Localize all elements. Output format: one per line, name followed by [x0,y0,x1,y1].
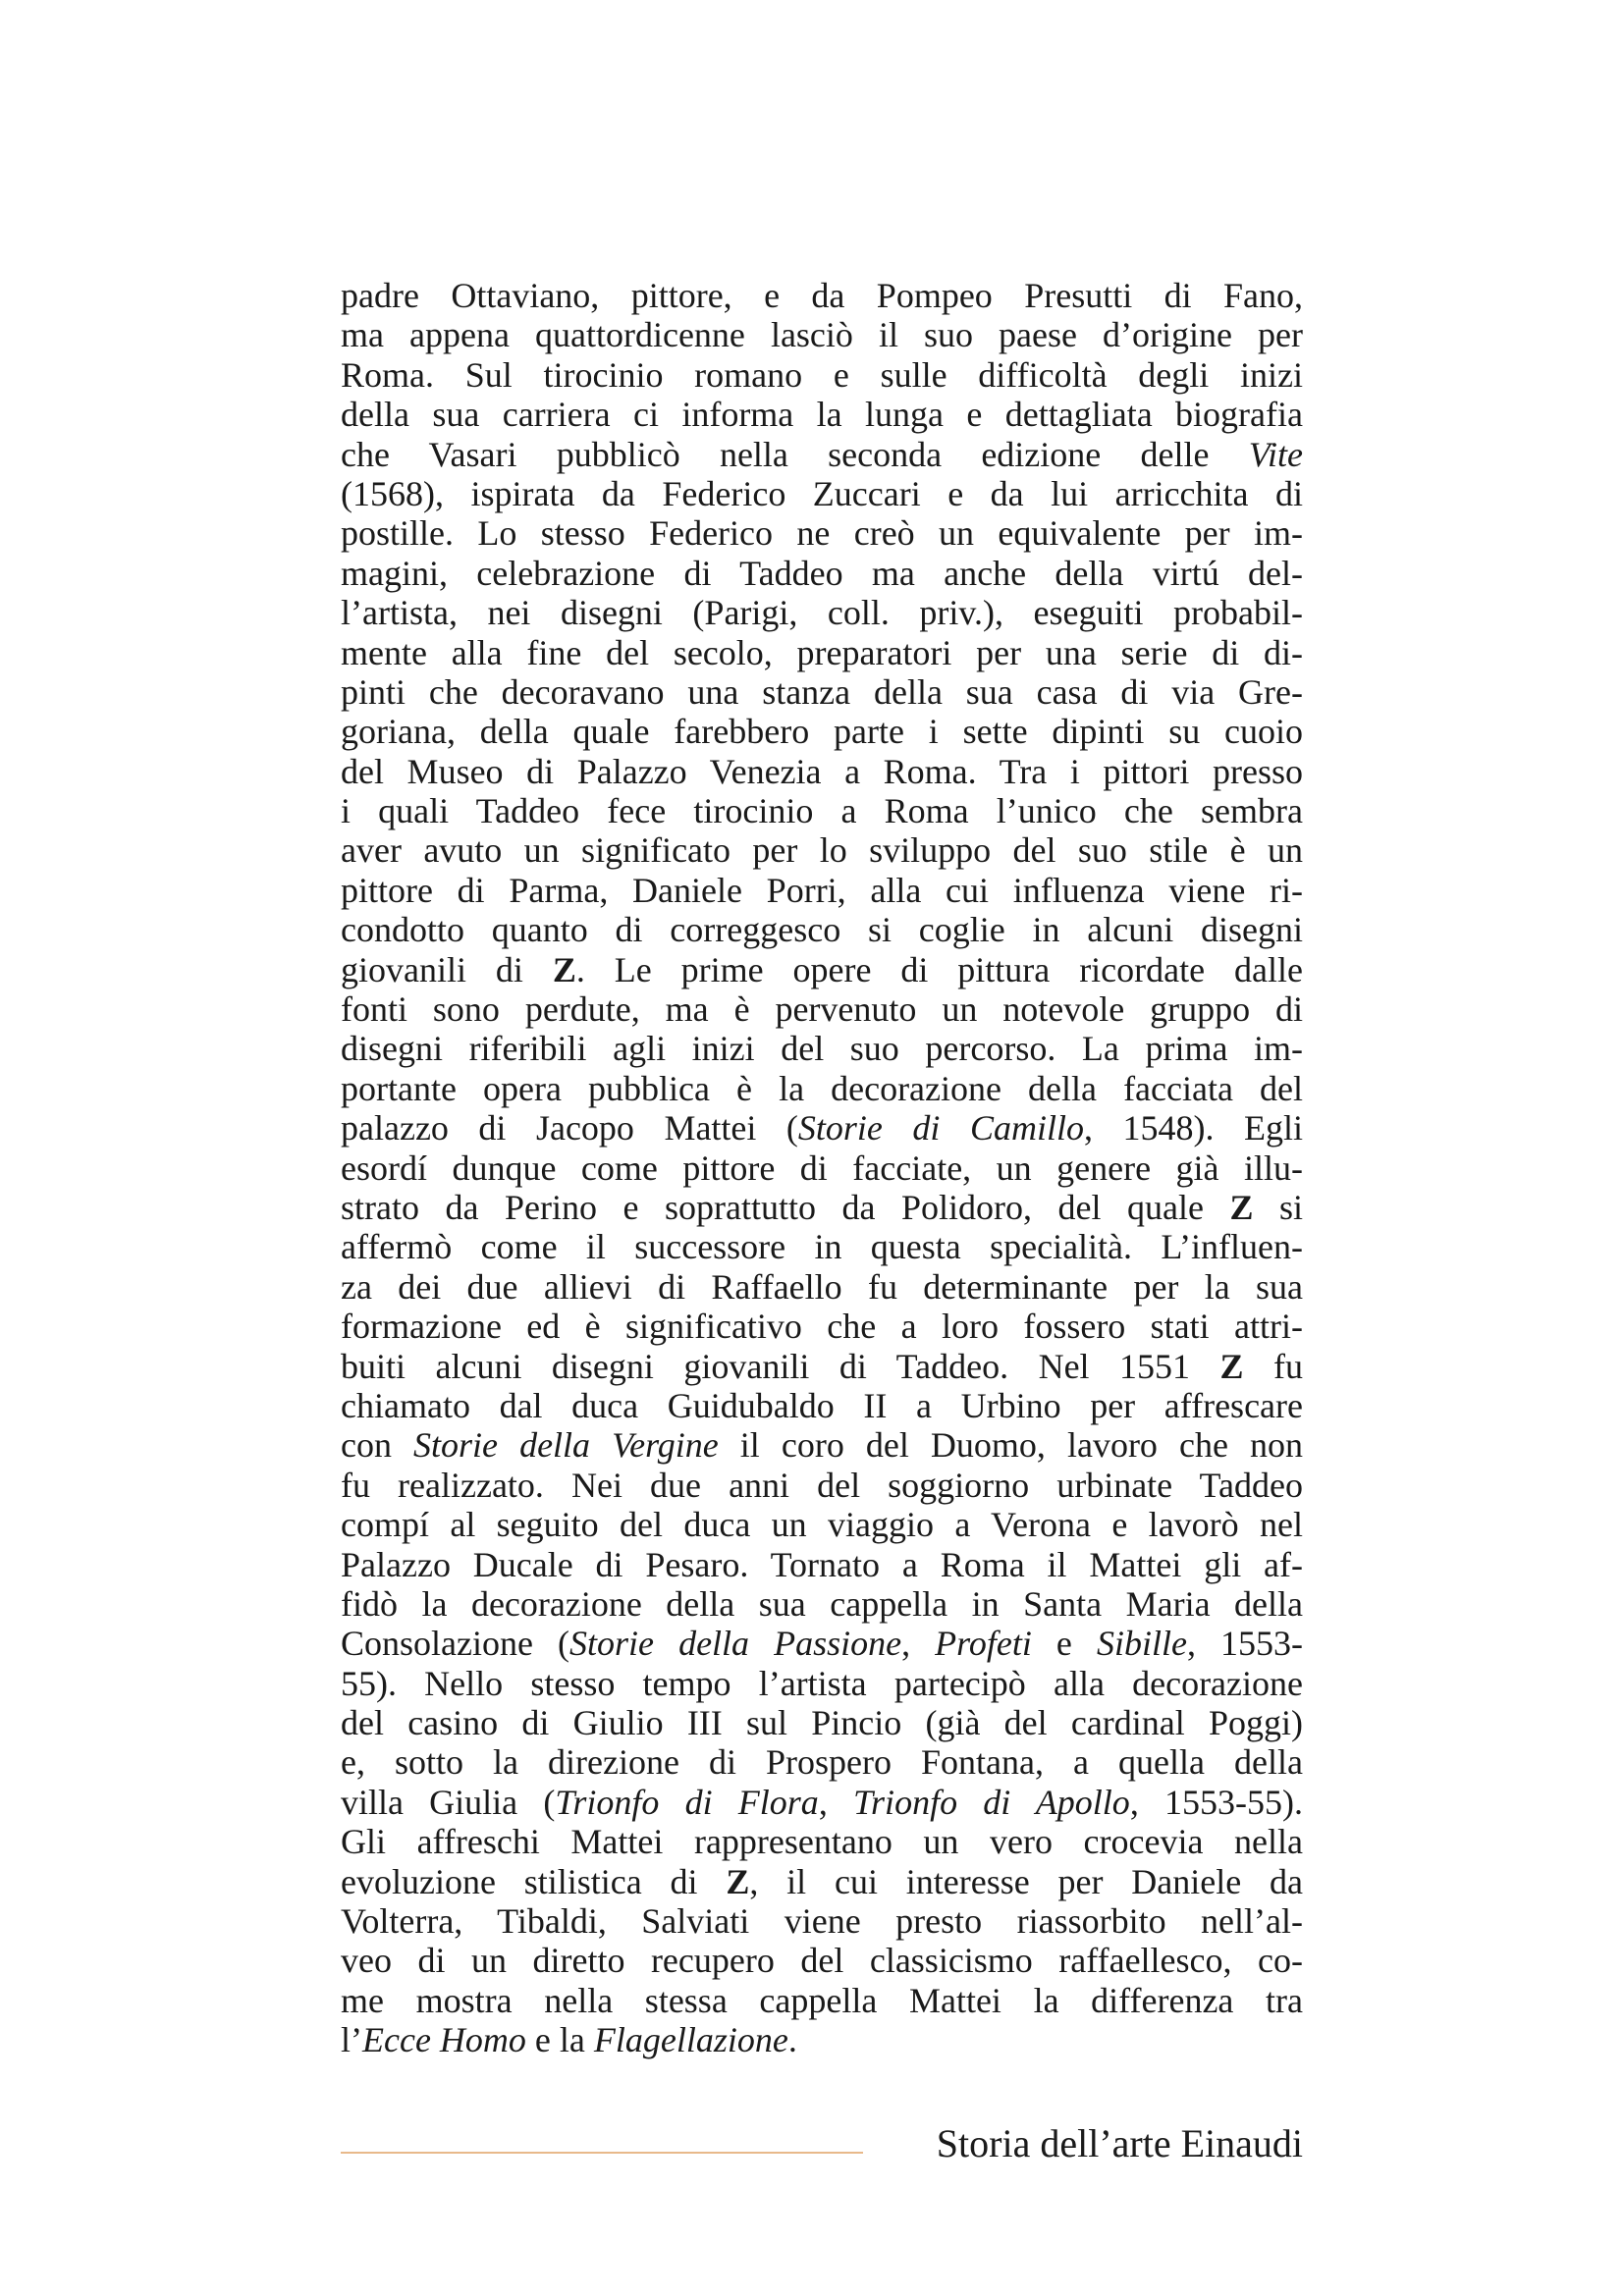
text-line [341,1822,1303,1861]
text-run: palazzo di Jacopo Mattei ( [341,1108,798,1148]
text-run: il coro del Duomo, lavoro che non [718,1425,1303,1466]
text-line [341,1108,1303,1148]
text-run: fonti sono perdute, ma è pervenuto un notevole gruppo di [341,989,1303,1030]
italic-title: Sibille [1096,1624,1187,1664]
text-run: e [1031,1624,1097,1664]
italic-title: Storie della Vergine [413,1425,719,1466]
text-run: . [787,2020,797,2060]
text-run: mente alla fine del secolo, preparatori per una serie di di- [341,632,1303,672]
text-line [341,1901,1303,1941]
text-line [341,474,1303,513]
text-run: Palazzo Ducale di Pesaro. Tornato a Roma il Mattei gli af- [341,1544,1303,1584]
text-run: giovanili di [341,949,553,989]
text-run: padre Ottaviano, pittore, e da Pompeo Presutti di Fano, [341,276,1303,315]
text-line [341,633,1303,672]
footer-title: Storia dell’arte Einaudi [936,2121,1303,2165]
text-line [341,989,1303,1029]
text-line [341,910,1303,949]
text-run: fu [1243,1346,1303,1386]
text-line [341,513,1303,553]
italic-title: Flagellazione [593,2020,788,2060]
text-run: evoluzione stilistica di [341,1861,727,1901]
text-run: postille. Lo stesso Federico ne creò un equivalente per im- [341,513,1303,554]
text-run: za dei due allievi di Raffaello fu determinante per la sua [341,1266,1303,1307]
text-line [341,1624,1303,1663]
text-line [341,871,1303,910]
text-run: 55). Nello stesso tempo l’artista partecipò alla decorazione [341,1663,1303,1703]
text-run: Consolazione ( [341,1624,570,1664]
text-run: della sua carriera ci informa la lunga e dettagliata biografia [341,395,1303,435]
text-line [341,1981,1303,2020]
text-run: (1568), ispirata da Federico Zuccari e da lui arricchita di [341,473,1303,513]
text-line [341,791,1303,830]
text-line [341,1466,1303,1505]
text-line [341,1862,1303,1901]
text-run: l’ [341,2020,362,2060]
text-run: aver avuto un significato per lo sviluppo del suo stile è un [341,830,1303,871]
text-run: e la [525,2020,594,2060]
text-run: . Le prime opere di pittura ricordate dalle [575,949,1303,989]
text-run: disegni riferibili agli inizi del suo percorso. La prima im- [341,1029,1303,1069]
text-run: fidò la decorazione della sua cappella in Santa Maria della [341,1583,1303,1624]
text-line [341,1742,1303,1782]
text-line [341,593,1303,632]
text-line [341,1941,1303,1980]
text-line [341,1347,1303,1386]
text-run: pittore di Parma, Daniele Porri, alla cui influenza viene ri- [341,870,1303,910]
italic-title: Profeti [935,1624,1032,1664]
text-run: del Museo di Palazzo Venezia a Roma. Tra i pittori presso [341,751,1303,791]
footer-rule [341,2152,863,2154]
text-run: fu realizzato. Nei due anni del soggiorno urbinate Taddeo [341,1465,1303,1505]
text-run: , [901,1624,936,1664]
text-line [341,1783,1303,1822]
text-line [341,1188,1303,1227]
text-run: che Vasari pubblicò nella seconda edizione delle [341,434,1249,474]
text-run: si [1253,1187,1304,1227]
text-run: strato da Perino e soprattutto da Polidoro, del quale [341,1187,1230,1227]
text-line [341,1425,1303,1465]
text-line [341,315,1303,354]
text-run: , [818,1782,854,1822]
text-run: , 1548). Egli [1083,1108,1303,1148]
italic-title: Storie della Passione [569,1624,902,1664]
text-line [341,950,1303,989]
page-footer [341,2120,1303,2169]
text-run: chiamato dal duca Guidubaldo II a Urbino per affrescare [341,1385,1303,1425]
text-run: buiti alcuni disegni giovanili di Taddeo. Nel 1551 [341,1346,1220,1386]
text-run: affermò come il successore in questa specialità. L’influen- [341,1227,1303,1267]
bold-initial: Z [1219,1346,1244,1386]
bold-initial: Z [726,1861,750,1901]
text-run: villa Giulia ( [341,1782,556,1822]
text-line [341,830,1303,870]
text-run: Gli affreschi Mattei rappresentano un vero crocevia nella [341,1822,1303,1862]
italic-title: Vite [1248,434,1303,474]
text-line [341,276,1303,315]
text-run: condotto quanto di correggesco si coglie in alcuni disegni [341,910,1303,950]
text-line [341,554,1303,593]
text-line [341,2020,1303,2059]
text-run: veo di un diretto recupero del classicismo raffaellesco, co- [341,1941,1303,1981]
text-run: portante opera pubblica è la decorazione della facciata del [341,1068,1303,1108]
text-run: ma appena quattordicenne lasciò il suo paese d’origine per [341,315,1303,355]
italic-title: Storie di Camillo [797,1108,1084,1148]
text-line [341,712,1303,751]
text-line [341,1227,1303,1266]
text-line [341,1148,1303,1188]
text-run: Volterra, Tibaldi, Salviati viene presto riassorbito nell’al- [341,1901,1303,1942]
text-line [341,1584,1303,1624]
text-line [341,1703,1303,1742]
text-run: goriana, della quale farebbero parte i sette dipinti su cuoio [341,712,1303,752]
text-line [341,395,1303,434]
text-run: , 1553- [1186,1624,1303,1664]
bold-initial: Z [1229,1187,1254,1227]
text-run: e, sotto la direzione di Prospero Fontana, a quella della [341,1742,1303,1783]
text-line [341,1664,1303,1703]
italic-title: Trionfo di Flora [555,1782,819,1822]
italic-title: Ecce Homo [362,2020,526,2060]
text-line [341,1267,1303,1307]
text-line [341,752,1303,791]
body-text [341,276,1303,2060]
text-run: esordí dunque come pittore di facciate, un genere già illu- [341,1148,1303,1188]
text-run: pinti che decoravano una stanza della sua casa di via Gre- [341,671,1303,712]
text-run: magini, celebrazione di Taddeo ma anche della virtú del- [341,553,1303,593]
text-line [341,1545,1303,1584]
text-run: , 1553-55). [1129,1782,1303,1822]
text-line [341,1386,1303,1425]
italic-title: Trionfo di Apollo [853,1782,1130,1822]
text-run: i quali Taddeo fece tirocinio a Roma l’unico che sembra [341,791,1303,831]
text-run: me mostra nella stessa cappella Mattei la differenza tra [341,1980,1303,2020]
text-line [341,672,1303,712]
text-run: formazione ed è significativo che a loro fossero stati attri- [341,1307,1303,1347]
text-line [341,1505,1303,1544]
text-run: del casino di Giulio III sul Pincio (già del cardinal Poggi) [341,1703,1303,1743]
bold-initial: Z [552,949,576,989]
text-line [341,1069,1303,1108]
text-line [341,1029,1303,1068]
text-run: , il cui interesse per Daniele da [749,1861,1303,1901]
text-run: l’artista, nei disegni (Parigi, coll. priv.), eseguiti probabil- [341,593,1303,633]
text-run: Roma. Sul tirocinio romano e sulle difficoltà degli inizi [341,354,1303,395]
text-run: compí al seguito del duca un viaggio a Verona e lavorò nel [341,1505,1303,1545]
text-line [341,1307,1303,1346]
text-line [341,355,1303,395]
text-run: con [341,1425,414,1466]
text-line [341,435,1303,474]
